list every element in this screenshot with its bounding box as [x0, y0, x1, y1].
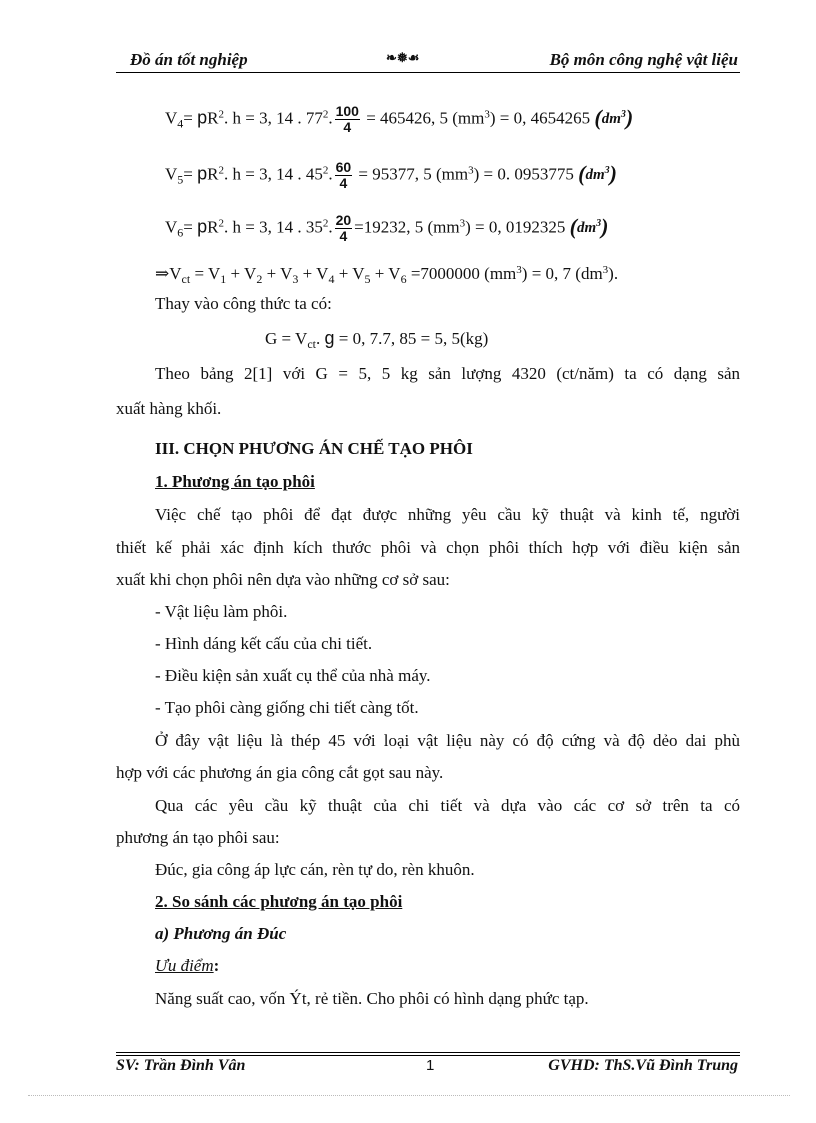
para-2-line-2: hợp với các phương án gia công cắt gọt sau này. [116, 763, 444, 782]
formula-vct: $\Rightarrow V_{ct} = V_1 + V_2 + V_3 + V_4 + V_5 + V_6 =7000000$ $(mm^3) = 0$, 7 $(dm^3)$. [155, 264, 619, 286]
header-ornament: ❧❅☙ [386, 50, 420, 65]
fraction: $\frac{100}{4}$ [335, 103, 359, 135]
text-thay: Thay vào công thức ta có: [155, 294, 332, 313]
page-footer [116, 1057, 740, 1077]
subsection-a-heading: a) Phương án Đúc [155, 924, 287, 943]
page-number: 1 [426, 1057, 435, 1074]
para-1-line-3: xuất khi chọn phôi nên dựa vào những cơ sở sau: [116, 570, 450, 589]
footer-advisor: GVHD: ThS.Vũ Đình Trung [548, 1057, 738, 1074]
bullet-4: - Tạo phôi càng giống chi tiết càng tốt. [155, 698, 419, 717]
para-2-line-1: Ở đây vật liệu là thép 45 với loại vật liệu này có độ cứng và độ dẻo dai phù [155, 731, 740, 750]
para-4: Đúc, gia công áp lực cán, rèn tự do, rèn khuôn. [155, 860, 475, 879]
fraction: $\frac{60}{4}$ [335, 159, 352, 191]
formula-v6: $V_6= pR^2$. h = 3, 14 . $35^2$. $\frac{20}{4}$ =19232, 5 $(mm^3) = 0$, 0192325 $(dm^3)$ [165, 212, 609, 244]
section-3-heading: III. CHỌN PHƯƠNG ÁN CHẾ TẠO PHÔI [155, 439, 473, 458]
bullet-3: - Điều kiện sản xuất cụ thể của nhà máy. [155, 666, 431, 685]
header-rule [116, 72, 740, 73]
fraction: $\frac{20}{4}$ [335, 212, 352, 244]
bullet-1: - Vật liệu làm phôi. [155, 602, 288, 621]
formula-g: $G = V_{ct}$. g = 0, 7.7, 85 = 5, 5(kg) [265, 328, 489, 351]
para-5: Năng suất cao, vốn Ýt, rẻ tiền. Cho phôi có hình dạng phức tạp. [155, 989, 589, 1008]
footer-rule-2 [116, 1055, 740, 1056]
page-header [116, 50, 740, 70]
formula-v4: $V_4= pR^2$. h = 3, 14 . $77^2$. $\frac{100}{4}$ = 465426, 5 $(mm^3) = 0$, 4654265 $(dm^3)$ [165, 103, 634, 135]
para-1-line-2: thiết kế phải xác định kích thước phôi và chọn phôi thích hợp với điều kiện sản [116, 538, 740, 557]
text-theo-1: Theo bảng 2[1] với G = 5, 5 kg sản lượng 4320 (ct/năm) ta có dạng sản [155, 364, 740, 383]
para-3-line-2: phương án tạo phôi sau: [116, 828, 280, 847]
header-right-title: Bộ môn công nghệ vật liệu [549, 50, 738, 69]
bullet-2: - Hình dáng kết cấu của chi tiết. [155, 634, 373, 653]
footer-rule-1 [116, 1052, 740, 1053]
header-left-title: Đồ án tốt nghiệp [130, 50, 248, 69]
text-theo-2: xuất hàng khối. [116, 399, 222, 418]
footer-student: SV: Trần Đình Vân [116, 1057, 246, 1074]
subsection-1-heading: 1. Phương án tạo phôi [155, 472, 315, 491]
uu-diem-label: Ưu điểm: [155, 956, 220, 975]
subsection-2-heading: 2. So sánh các phương án tạo phôi [155, 892, 403, 911]
page-bottom-border [28, 1095, 790, 1096]
para-1-line-1: Việc chế tạo phôi để đạt được những yêu cầu kỹ thuật và kinh tế, người [155, 505, 740, 524]
formula-v5: $V_5= pR^2$. h = 3, 14 . $45^2$. $\frac{60}{4}$ = 95377, 5 $(mm^3) = 0$. 0953775 $(dm^3)$ [165, 159, 617, 191]
para-3-line-1: Qua các yêu cầu kỹ thuật của chi tiết và dựa vào các cơ sở trên ta có [155, 796, 740, 815]
